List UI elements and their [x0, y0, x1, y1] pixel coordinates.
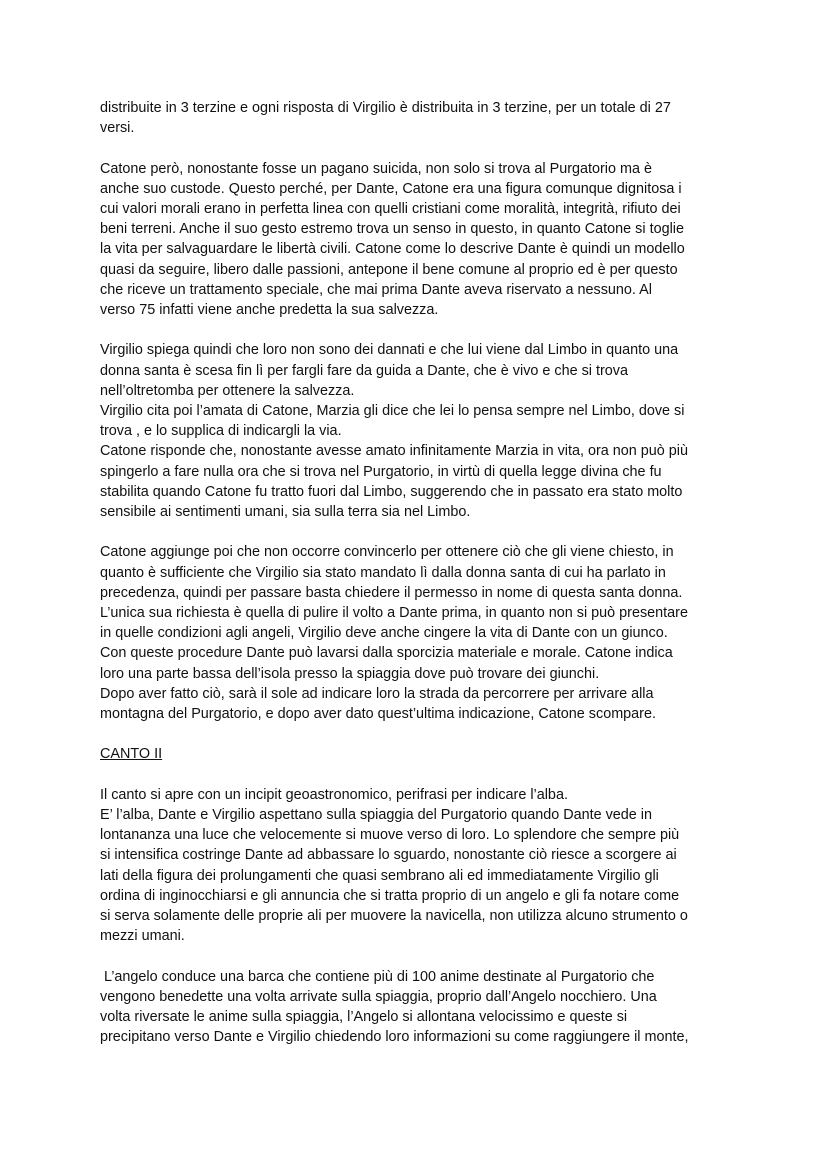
paragraph	[100, 967, 740, 1048]
text-line: Il canto si apre con un incipit geoastronomico, perifrasi per indicare l’alba.	[100, 786, 568, 803]
paragraph	[100, 340, 740, 522]
text-line: Catone però, nonostante fosse un pagano suicida, non solo si trova al Purgatorio ma è	[100, 160, 652, 177]
text-line: si intensifica costringe Dante ad abbassare lo sguardo, nonostante ciò riesce a scorgere ai	[100, 847, 677, 864]
section-heading	[100, 744, 740, 764]
text-line: trova , e lo supplica di indicargli la via.	[100, 423, 342, 440]
text-line: quasi da seguire, libero dalle passioni, antepone il bene comune al proprio ed è per questo	[100, 261, 678, 278]
text-line: lati della figura dei prolungamenti che quasi sembrano ali ed immediatamente Virgilio gli	[100, 867, 659, 884]
text-line: stabilita quando Catone fu tratto fuori dal Limbo, suggerendo che in passato era stato molto	[100, 483, 683, 500]
document-body	[100, 98, 740, 1047]
paragraph-spacer	[100, 724, 740, 744]
text-line: mezzi umani.	[100, 928, 185, 945]
text-line: precedenza, quindi per passare basta chiedere il permesso in nome di questa santa donna.	[100, 584, 683, 601]
text-line: versi.	[100, 120, 135, 137]
text-line: loro una parte bassa dell’isola presso la spiaggia dove può trovare dei giunchi.	[100, 665, 600, 682]
paragraph-spacer	[100, 946, 740, 966]
text-line: distribuite in 3 terzine e ogni risposta di Virgilio è distribuita in 3 terzine, per un totale di 27	[100, 100, 671, 116]
paragraph-spacer	[100, 765, 740, 785]
text-line: nell’oltretomba per ottenere la salvezza.	[100, 382, 355, 399]
heading-line: CANTO II	[100, 746, 163, 763]
text-line: beni terreni. Anche il suo gesto estremo trova un senso in questo, in quanto Catone si toglie	[100, 221, 684, 238]
paragraph-spacer	[100, 320, 740, 340]
text-line: L’angelo conduce una barca che contiene più di 100 anime destinate al Purgatorio che	[100, 968, 655, 985]
text-line: spingerlo a fare nulla ora che si trova nel Purgatorio, in virtù di quella legge divina che fu	[100, 463, 662, 480]
text-line: lontananza una luce che velocemente si muove verso di loro. Lo splendore che sempre più	[100, 827, 680, 844]
paragraph	[100, 542, 740, 724]
paragraph-spacer	[100, 138, 740, 158]
text-line: Catone risponde che, nonostante avesse amato infinitamente Marzia in vita, ora non può più	[100, 443, 688, 460]
text-line: vengono benedette una volta arrivate sulla spiaggia, proprio dall’Angelo nocchiero. Una	[100, 988, 657, 1005]
text-line: che riceve un trattamento speciale, che mai prima Dante aveva riservato a nessuno. Al	[100, 281, 652, 298]
text-line: precipitano verso Dante e Virgilio chiedendo loro informazioni su come raggiungere il monte,	[100, 1029, 689, 1046]
text-line: Virgilio cita poi l’amata di Catone, Marzia gli dice che lei lo pensa sempre nel Limbo, dove si	[100, 403, 685, 420]
paragraph-spacer	[100, 522, 740, 542]
text-line: volta riversate le anime sulla spiaggia, l’Angelo si allontana velocissimo e queste si	[100, 1009, 628, 1026]
text-line: Catone aggiunge poi che non occorre convincerlo per ottenere ciò che gli viene chiesto, in	[100, 544, 674, 561]
text-line: Con queste procedure Dante può lavarsi dalla sporcizia materiale e morale. Catone indica	[100, 645, 673, 662]
paragraph	[100, 785, 740, 947]
text-line: Dopo aver fatto ciò, sarà il sole ad indicare loro la strada da percorrere per arrivare alla	[100, 685, 654, 702]
text-line: la vita per salvaguardare le libertà civili. Catone come lo descrive Dante è quindi un modello	[100, 241, 685, 258]
text-line: cui valori morali erano in perfetta linea con quelli cristiani come moralità, integrità, rifiuto dei	[100, 201, 681, 217]
paragraph	[100, 98, 740, 138]
text-line: E’ l’alba, Dante e Virgilio aspettano sulla spiaggia del Purgatorio quando Dante vede in	[100, 807, 653, 824]
text-line: quanto è sufficiente che Virgilio sia stato mandato lì dalla donna santa di cui ha parlato in	[100, 564, 666, 581]
text-line: sensibile ai sentimenti umani, sia sulla terra sia nel Limbo.	[100, 504, 471, 521]
paragraph	[100, 159, 740, 321]
text-line: ordina di inginocchiarsi e gli annuncia che si tratta proprio di un angelo e gli fa notare come	[100, 887, 680, 904]
text-line: donna santa è scesa fin lì per fargli fare da guida a Dante, che è vivo e che si trova	[100, 362, 628, 379]
text-line: montagna del Purgatorio, e dopo aver dato quest’ultima indicazione, Catone scompare.	[100, 706, 656, 723]
text-line: L’unica sua richiesta è quella di pulire il volto a Dante prima, in quanto non si può presentare	[100, 605, 688, 622]
text-line: Virgilio spiega quindi che loro non sono dei dannati e che lui viene dal Limbo in quanto una	[100, 342, 679, 359]
text-line: verso 75 infatti viene anche predetta la sua salvezza.	[100, 302, 439, 319]
text-line: anche suo custode. Questo perché, per Dante, Catone era una figura comunque dignitosa i	[100, 180, 682, 197]
text-line: in quelle condizioni agli angeli, Virgilio deve anche cingere la vita di Dante con un giunco.	[100, 625, 668, 642]
text-line: si serva solamente delle proprie ali per muovere la navicella, non utilizza alcuno strumento o	[100, 908, 688, 925]
